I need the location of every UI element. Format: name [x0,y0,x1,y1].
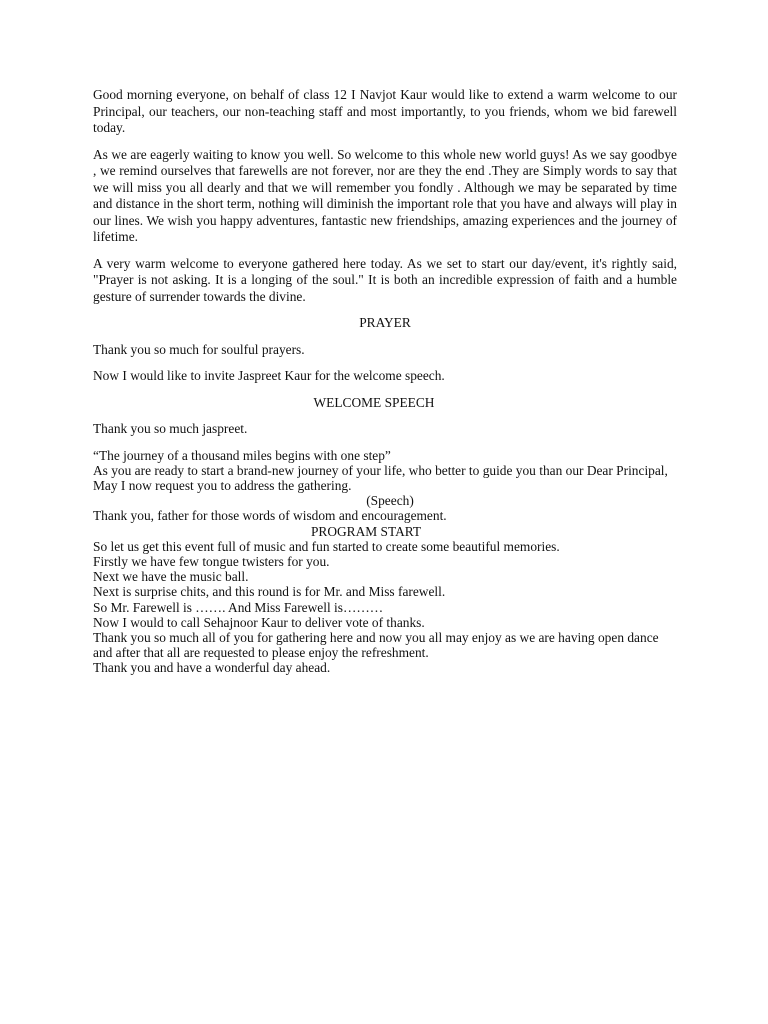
line-thanks-jaspreet: Thank you so much jaspreet. [93,421,248,436]
program-block [93,448,677,676]
paragraph-prayer-intro: A very warm welcome to everyone gathered here today. As we set to start our day/event, it's rightly said, "Prayer is not asking. It is a longing of the soul." It is both an incredible expression of faith and a humble gesture of surrender towards the divine. [93,255,677,304]
heading-welcome-speech: WELCOME SPEECH [313,394,435,410]
document-body [93,87,677,676]
program-line: Thank you and have a wonderful day ahead. [93,660,331,676]
heading-prayer: PRAYER [359,315,411,330]
paragraph-opening: Good morning everyone, on behalf of class 12 I Navjot Kaur would like to extend a warm welcome to our Principal, our teachers, our non-teaching staff and most importantly, to you friends, whom we bid farewell today. [93,87,677,135]
program-line: So Mr. Farewell is ……. And Miss Farewell is……… [93,599,384,615]
program-line: Next we have the music ball. [93,569,249,585]
program-line: Now I would to call Sehajnoor Kaur to deliver vote of thanks. [93,614,425,630]
line-thanks-father: Thank you, father for those words of wisdom and encouragement. [93,508,447,524]
line-principal-request: As you are ready to start a brand-new journey of your life, who better to guide you than our Dear Principal, May I now request you to address the gathering. [93,462,668,493]
heading-program-start: PROGRAM START [310,523,422,539]
program-line: Next is surprise chits, and this round is for Mr. and Miss farewell. [93,584,446,600]
paragraph-farewell-message: As we are eagerly waiting to know you well. So welcome to this whole new world guys! As we say goodbye , we remind ourselves that farewells are not forever, nor are they the end .They are Simply words to say that we will miss you all dearly and that we will remember you fondly . Although we may be separated by time and distance in the short term, nothing will diminish the important role that you have and always will play in our lines. We wish you happy adventures, fantastic new friendships, amazing experiences and the journey of lifetime. [93,146,677,244]
program-line: So let us get this event full of music and fun started to create some beautiful memories. [93,538,560,554]
program-line: Thank you so much all of you for gathering here and now you all may enjoy as we are having open dance and after that all are requested to please enjoy the refreshment. [93,629,659,661]
line-quote: “The journey of a thousand miles begins with one step” [93,447,391,463]
line-speech-marker: (Speech) [366,493,414,509]
line-invite-welcome-speech: Now I would like to invite Jaspreet Kaur for the welcome speech. [93,368,445,383]
program-line: Firstly we have few tongue twisters for you. [93,553,330,569]
line-thanks-prayers: Thank you so much for soulful prayers. [93,341,305,357]
